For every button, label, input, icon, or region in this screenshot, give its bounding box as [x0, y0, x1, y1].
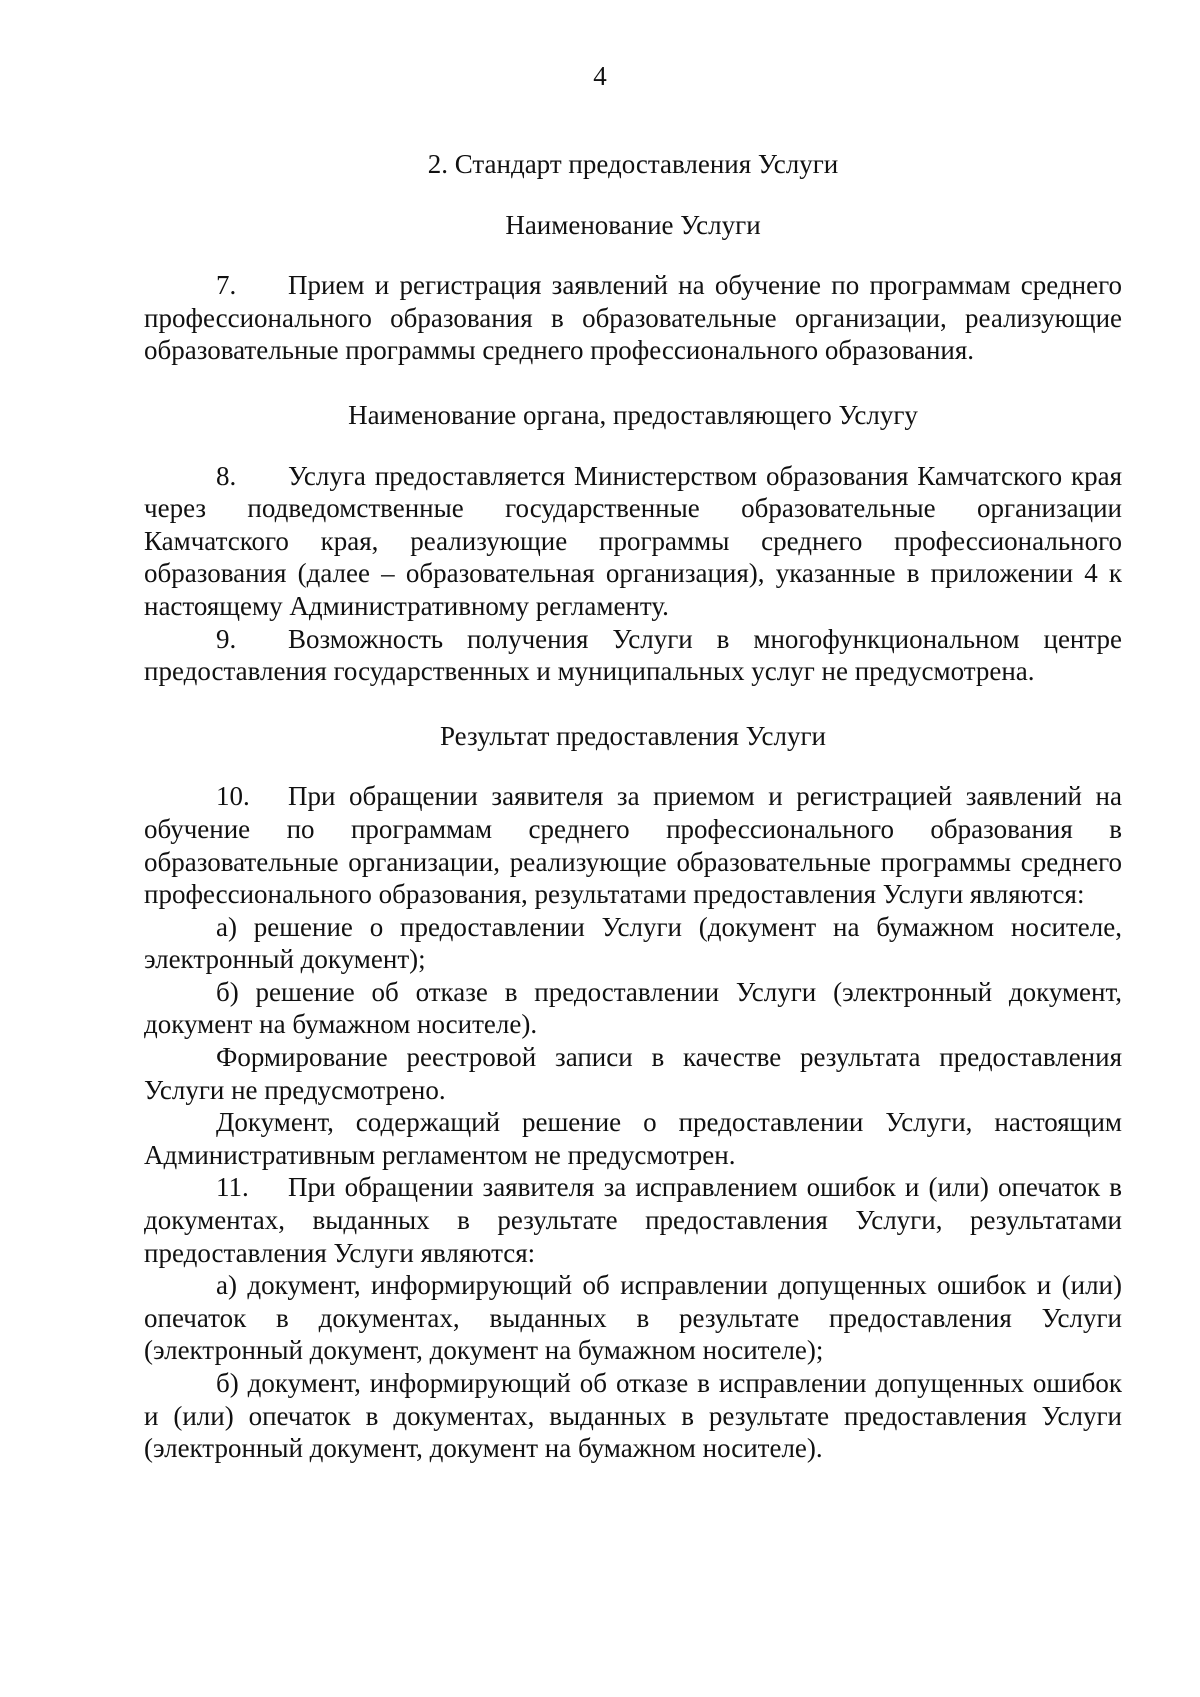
paragraph-10	[144, 780, 1122, 910]
paragraph-10-b: б) решение об отказе в предоставлении Услуги (электронный документ, документ на бумажном носителе).	[144, 976, 1122, 1040]
paragraph-decision-document: Документ, содержащий решение о предоставлении Услуги, настоящим Административным регламентом не предусмотрен.	[144, 1107, 1122, 1170]
heading-result: Результат предоставления Услуги	[440, 720, 826, 751]
paragraph-registry-record: Формирование реестровой записи в качестве результата предоставления Услуги не предусмотрено.	[144, 1042, 1122, 1105]
heading-service-name: Наименование Услуги	[505, 209, 761, 240]
paragraph-text: При обращении заявителя за исправлением ошибок и (или) опечаток в документах, выданных в результате предоставления Услуги, результатами предоставления Услуги являются:	[144, 1172, 1122, 1268]
paragraph-11-b: б) документ, информирующий об отказе в исправлении допущенных ошибок и (или) опечаток в документах, выданных в результате предоставления Услуги (электронный документ, документ на бумажном носителе).	[144, 1368, 1122, 1464]
paragraph-11-a: а) документ, информирующий об исправлении допущенных ошибок и (или) опечаток в документах, выданных в результате предоставления Услуги (электронный документ, документ на бумажном носителе);	[144, 1270, 1122, 1366]
paragraph-number: 10.	[216, 781, 250, 812]
paragraph-10-a: а) решение о предоставлении Услуги (документ на бумажном носителе, электронный документ);	[144, 911, 1122, 975]
paragraph-text: Возможность получения Услуги в многофункциональном центре предоставления государственных и муниципальных услуг не предусмотрена.	[144, 623, 1122, 687]
paragraph-text: Прием и регистрация заявлений на обучение по программам среднего профессионального образования в образовательные организации, реализующие образовательные программы среднего профессионального образования.	[144, 270, 1122, 366]
paragraph-number: 7.	[216, 270, 237, 301]
heading-organ: Наименование органа, предоставляющего Услугу	[348, 399, 918, 430]
document-body	[144, 148, 1122, 1465]
paragraph-number: 8.	[216, 460, 237, 491]
page-number: 4	[593, 61, 607, 91]
paragraph-7	[144, 269, 1122, 367]
paragraph-11	[144, 1171, 1122, 1269]
paragraph-8	[144, 460, 1122, 623]
paragraph-number: 11.	[216, 1172, 249, 1203]
paragraph-text: При обращении заявителя за приемом и регистрацией заявлений на обучение по программам среднего профессионального образования в образовательные организации, реализующие образовательные программы среднего профессионального образования, результатами предоставления Услуги являются:	[144, 781, 1122, 910]
paragraph-number: 9.	[216, 623, 237, 654]
paragraph-9	[144, 623, 1122, 688]
paragraph-text: Услуга предоставляется Министерством образования Камчатского края через подведомственные государственные образовательные организации Камчатского края, реализующие программы среднего профессионального образования (далее – образовательная организация), указанные в приложении 4 к настоящему Административному регламенту.	[144, 460, 1122, 621]
section-title: 2. Стандарт предоставления Услуги	[427, 149, 839, 179]
